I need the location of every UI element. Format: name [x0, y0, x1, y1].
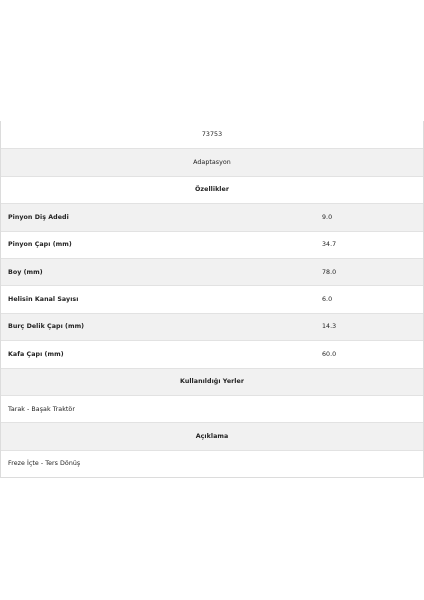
spec-value: 78.0: [322, 268, 337, 276]
spec-label: Burç Delik Çapı (mm): [8, 323, 85, 331]
product-category-row: [1, 148, 423, 175]
spec-value: 9.0: [322, 213, 333, 221]
spec-label: Boy (mm): [8, 268, 43, 276]
spec-row: [1, 313, 423, 340]
spec-row: [1, 258, 423, 285]
usage-heading-row: [1, 368, 423, 395]
description-text-row: [1, 450, 423, 477]
spec-row: [1, 203, 423, 230]
features-heading-row: [1, 176, 423, 203]
description-heading-row: [1, 422, 423, 449]
description-heading: Açıklama: [195, 432, 229, 440]
spec-row: [1, 340, 423, 367]
product-spec-table: [0, 121, 424, 478]
usage-text-row: [1, 395, 423, 422]
spec-row: [1, 231, 423, 258]
spec-value: 34.7: [322, 241, 337, 249]
spec-row: [1, 285, 423, 312]
product-category: Adaptasyon: [193, 159, 231, 167]
spec-label: Pinyon Diş Adedi: [8, 213, 69, 221]
description-text: Freze İçte - Ters Dönüş: [8, 460, 81, 468]
product-code-row: [1, 121, 423, 148]
spec-label: Kafa Çapı (mm): [8, 350, 64, 358]
product-code: 73753: [201, 131, 223, 139]
spec-label: Pinyon Çapı (mm): [8, 241, 72, 249]
features-heading: Özellikler: [195, 186, 229, 194]
usage-text: Tarak - Başak Traktör: [8, 405, 75, 413]
spec-label: Helisin Kanal Sayısı: [8, 296, 79, 304]
spec-value: 6.0: [322, 296, 333, 304]
usage-heading: Kullanıldığı Yerler: [180, 378, 244, 386]
spec-value: 14.3: [322, 323, 337, 331]
spec-value: 60.0: [322, 350, 337, 358]
